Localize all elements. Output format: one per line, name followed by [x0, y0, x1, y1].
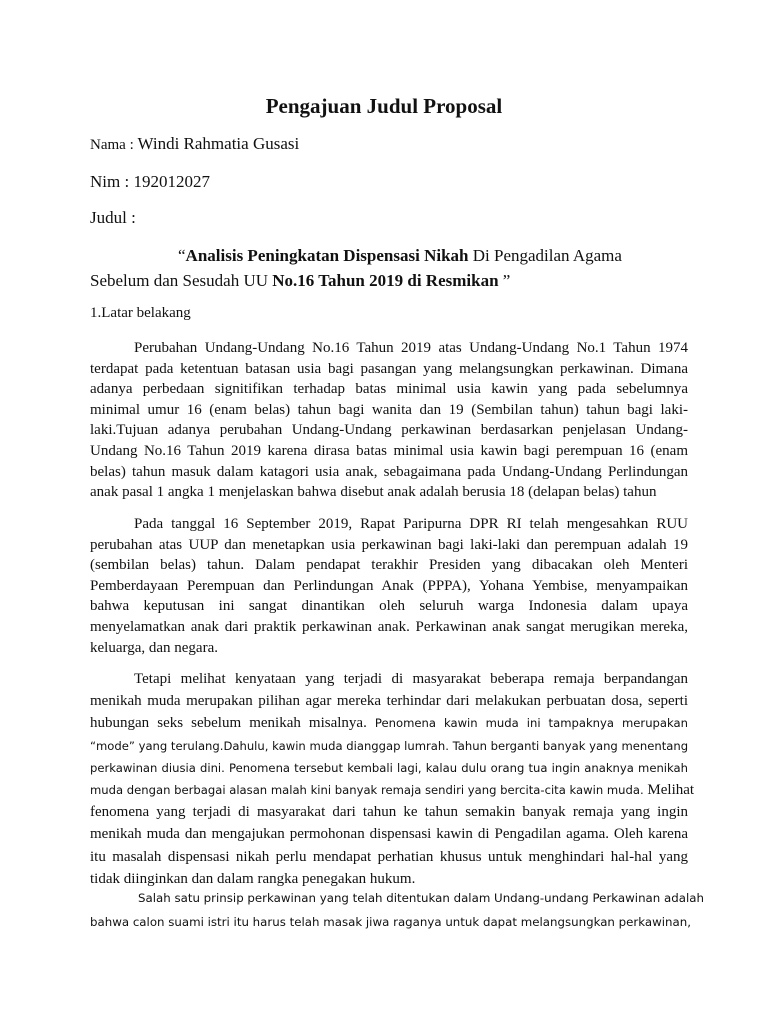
nama-row [90, 134, 299, 154]
serif-segment: Melihat [643, 782, 695, 799]
paragraph-line: fenomena yang terjadi di masyarakat dari tahun ke tahun semakin banyak remaja yang ingin [90, 804, 688, 821]
paragraph-1 [90, 338, 688, 503]
paragraph-line: Undang No.16 Tahun 2019 karena dirasa batas minimal usia kawin bagi perempuan 16 (enam [90, 442, 688, 459]
paragraph-line-mixed [90, 712, 688, 734]
paragraph-line: Perubahan Undang-Undang No.16 Tahun 2019 atas Undang-Undang No.1 Tahun 1974 [134, 340, 688, 356]
sans-segment: Penomena kawin muda ini tampaknya merupakan [374, 716, 688, 731]
judul-line-2-normal: Sebelum dan Sesudah UU [90, 271, 273, 290]
paragraph-line: perubahan atas UUP dan menetapkan usia perkawinan bagi laki-laki dan perempuan adalah 19 [90, 536, 688, 553]
paragraph-line: anak pasal 1 angka 1 menjelaskan bahwa disebut anak adalah berusia 18 (delapan belas) tahun [90, 484, 657, 501]
paragraph-line: terdapat pada ketentuan batasan usia bagi pasangan yang melangsungkan perkawinan. Dimana [90, 360, 688, 377]
paragraph-line: belas) tahun masuk dalam katagori usia anak, sebagaimana pada Undang-Undang Perlindungan [90, 463, 688, 480]
paragraph-line: bahwa calon suami istri itu harus telah masak jiwa raganya untuk dapat melangsungkan perkawinan, [90, 915, 691, 929]
paragraph-line: keluarga, dan negara. [90, 639, 218, 656]
sans-segment: muda dengan berbagai alasan malah kini banyak remaja sendiri yang bercita-cita kawin muda. [90, 783, 644, 798]
judul-line-2-bold: No.16 Tahun 2019 di Resmikan [272, 271, 499, 290]
document-title: Pengajuan Judul Proposal [265, 94, 503, 118]
judul-line-2 [90, 271, 510, 291]
paragraph-line: bahwa keputusan ini sangat dinantikan oleh seluruh warga Indonesia dalam upaya [90, 598, 688, 615]
paragraph-line: “mode” yang terulang.Dahulu, kawin muda dianggap lumrah. Tahun berganti banyak yang menentang [90, 738, 689, 753]
nama-label: Nama : [90, 137, 138, 153]
judul-label: Judul : [90, 208, 136, 227]
paragraph-line: menikah muda merupakan pilihan agar mereka terhindar dari melakukan perbuatan dosa, seperti [90, 693, 688, 710]
judul-line-1-rest: Di Pengadilan Agama [468, 246, 622, 265]
paragraph-line-mixed [90, 779, 695, 801]
paragraph-line: itu masalah dispensasi nikah perlu mendapat perhatian khusus untuk menghindari hal-hal yang [90, 848, 688, 865]
paragraph-line: adanya perbedaan signitifikan terhadap batas minimal usia kawin yang pada sebelumnya [90, 381, 688, 398]
judul-bold-part: Analisis Peningkatan Dispensasi Nikah [185, 246, 469, 265]
paragraph-line: (sembilan belas) tahun. Dalam pendapat terakhir Presiden yang dibacakan oleh Menteri [90, 557, 688, 574]
paragraph-line: minimal umur 16 (enam belas) tahun bagi wanita dan 19 (Sembilan tahun) tahun bagi laki- [90, 401, 688, 418]
paragraph-4 [90, 886, 704, 934]
paragraph-line: Pada tanggal 16 September 2019, Rapat Paripurna DPR RI telah mengesahkan RUU [134, 516, 688, 532]
paragraph-3 [90, 668, 695, 890]
paragraph-line: menyelamatkan anak dari praktik perkawinan anak. Perkawinan anak sangat merugikan mereka, [90, 618, 688, 635]
paragraph-line: tidak diinginkan dan dalam rangka penegakan hukum. [90, 870, 416, 887]
paragraph-line: Salah satu prinsip perkawinan yang telah ditentukan dalam Undang-undang Perkawinan adalah [138, 891, 704, 905]
judul-close-quote: ” [498, 271, 511, 290]
paragraph-line: menikah muda dan mengajukan permohonan dispensasi kawin di Pengadilan agama. Oleh karena [90, 826, 688, 843]
paragraph-line: Pemberdayaan Perempuan dan Perlindungan Anak (PPPA), Yohana Yembise, menyampaikan [90, 577, 688, 594]
judul-line-1 [178, 246, 622, 266]
paragraph-line: perkawinan diusia dini. Penomena tersebut kembali lagi, kalau dulu orang tua ingin anaknya menikah [90, 760, 688, 775]
paragraph-2 [90, 514, 688, 658]
judul-open-quote: “ [178, 246, 186, 265]
serif-segment: hubungan seks sebelum menikah misalnya. [90, 715, 375, 732]
paragraph-line: Tetapi melihat kenyataan yang terjadi di masyarakat beberapa remaja berpandangan [134, 671, 688, 687]
paragraph-line: laki.Tujuan adanya perubahan Undang-Undang perkawinan berdasarkan penjelasan Undang- [90, 422, 688, 439]
nim-row: Nim : 192012027 [90, 172, 210, 191]
section-heading: 1.Latar belakang [90, 305, 191, 321]
nama-value: Windi Rahmatia Gusasi [137, 134, 300, 153]
